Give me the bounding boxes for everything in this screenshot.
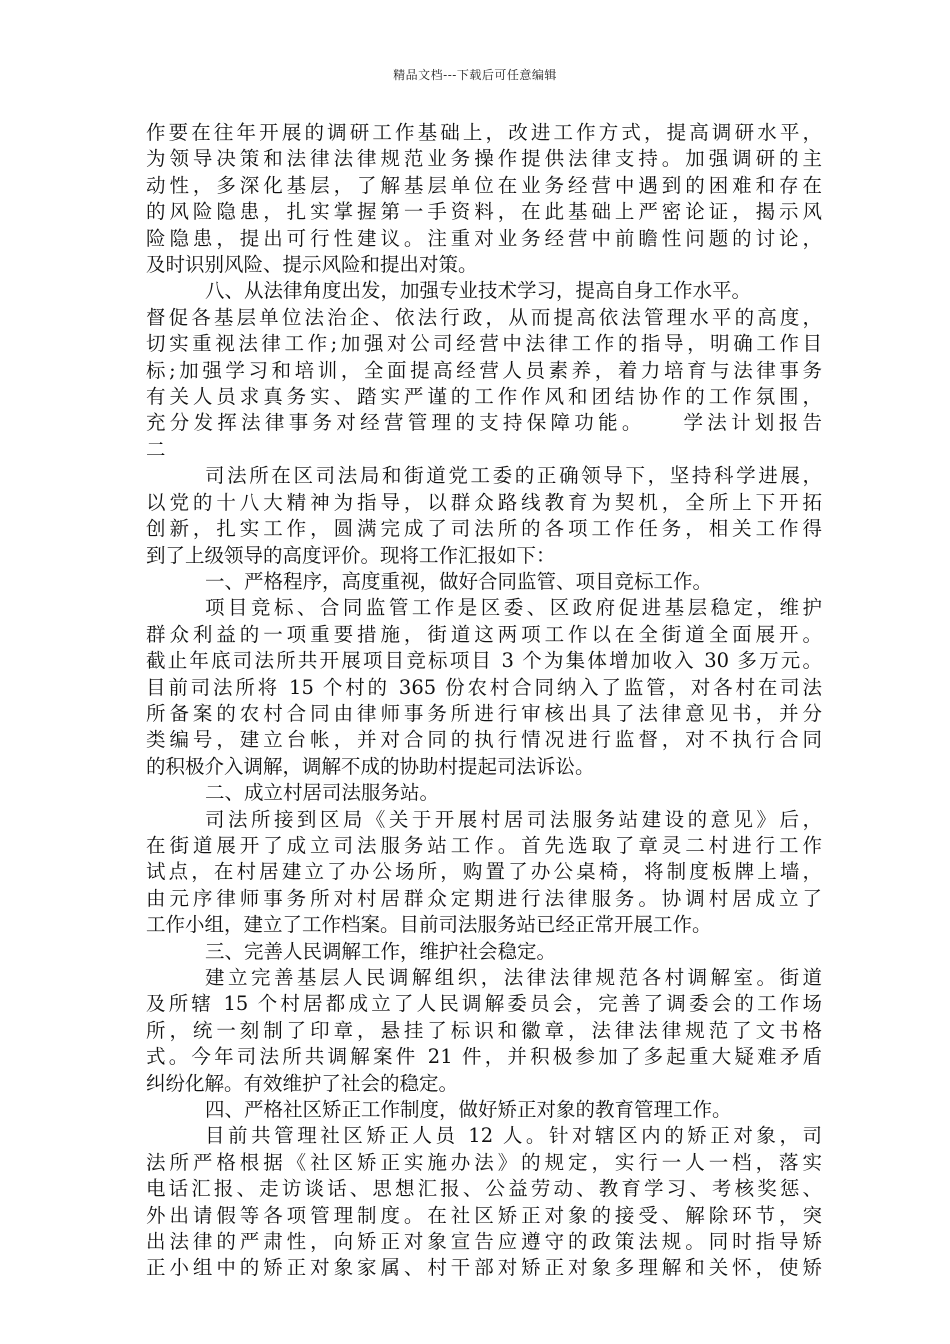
text-line: 到了上级领导的高度评价。现将工作汇报如下： — [146, 543, 556, 567]
text-line: 式。今年司法所共调解案件 21 件，并积极参加了多起重大疑难矛盾 — [146, 1045, 822, 1069]
text-line: 及时识别风险、提示风险和提出对策。 — [146, 253, 478, 277]
text-line: 截止年底司法所共开展项目竞标项目 3 个为集体增加收入 30 多万元。 — [146, 649, 822, 673]
text-line: 动性，多深化基层，了解基层单位在业务经营中遇到的困难和存在 — [146, 173, 822, 197]
text-line: 切实重视法律工作;加强对公司经营中法律工作的指导，明确工作目 — [146, 332, 822, 356]
text-line: 充分发挥法律事务对经营管理的支持保障功能。 学法计划报告 — [146, 411, 822, 435]
text-line: 外出请假等各项管理制度。在社区矫正对象的接受、解除环节，突 — [146, 1203, 822, 1227]
text-line: 工作小组，建立了工作档案。目前司法服务站已经正常开展工作。 — [146, 913, 712, 937]
text-line: 司法所在区司法局和街道党工委的正确领导下，坚持科学进展， — [205, 464, 822, 488]
text-line: 所，统一刻制了印章，悬挂了标识和徽章，法律法律规范了文书格 — [146, 1018, 822, 1042]
text-line: 出法律的严肃性，向矫正对象宣告应遵守的政策法规。同时指导矫 — [146, 1230, 822, 1254]
section-heading: 三、完善人民调解工作，维护社会稳定。 — [205, 939, 557, 963]
text-line: 险隐患，提出可行性建议。注重对业务经营中前瞻性问题的讨论， — [146, 226, 822, 250]
text-line: 建立完善基层人民调解组织，法律法律规范各村调解室。街道 — [205, 966, 822, 989]
text-line: 二 — [146, 437, 166, 461]
text-line: 的风险隐患，扎实掌握第一手资料，在此基础上严密论证，揭示风 — [146, 200, 822, 224]
section-heading: 二、成立村居司法服务站。 — [205, 781, 440, 805]
text-line: 类编号，建立台帐，并对合同的执行情况进行监督，对不执行合同 — [146, 728, 822, 752]
text-line: 作要在往年开展的调研工作基础上，改进工作方式，提高调研水平， — [146, 121, 822, 144]
text-line: 在街道展开了成立司法服务站工作。首先选取了章灵二村进行工作 — [146, 833, 822, 857]
text-line: 标;加强学习和培训，全面提高经营人员素养，着力培育与法律事务 — [146, 358, 822, 382]
text-line: 群众利益的一项重要措施，街道这两项工作以在全街道全面展开。 — [146, 622, 822, 646]
text-line: 以党的十八大精神为指导，以群众路线教育为契机，全所上下开拓 — [146, 490, 822, 514]
text-line: 有关人员求真务实、踏实严谨的工作作风和团结协作的工作氛围， — [146, 385, 822, 409]
text-line: 法所严格根据《社区矫正实施办法》的规定，实行一人一档，落实 — [146, 1150, 822, 1174]
section-heading: 八、从法律角度出发，加强专业技术学习，提高自身工作水平。 — [205, 279, 752, 303]
section-heading: 一、严格程序，高度重视，做好合同监管、项目竞标工作。 — [205, 569, 713, 593]
text-line: 试点，在村居建立了办公场所，购置了办公桌椅，将制度板牌上墙， — [146, 860, 822, 884]
text-line: 纠纷化解。有效维护了社会的稳定。 — [146, 1071, 459, 1095]
text-line: 目前共管理社区矫正人员 12 人。针对辖区内的矫正对象，司 — [205, 1124, 822, 1148]
text-line: 正小组中的矫正对象家属、村干部对矫正对象多理解和关怀，使矫 — [146, 1256, 822, 1280]
text-line: 为领导决策和法律法律规范业务操作提供法律支持。加强调研的主 — [146, 147, 822, 171]
text-line: 所备案的农村合同由律师事务所进行审核出具了法律意见书，并分 — [146, 701, 822, 725]
text-line: 的积极介入调解，调解不成的协助村提起司法诉讼。 — [146, 754, 595, 778]
page-header: 精品文档---下载后可任意编辑 — [393, 68, 557, 82]
text-line: 项目竞标、合同监管工作是区委、区政府促进基层稳定，维护 — [205, 596, 822, 620]
text-line: 督促各基层单位法治企、依法行政，从而提高依法管理水平的高度， — [146, 305, 822, 329]
section-heading: 四、严格社区矫正工作制度，做好矫正对象的教育管理工作。 — [205, 1098, 732, 1122]
text-line: 电话汇报、走访谈话、思想汇报、公益劳动、教育学习、考核奖惩、 — [146, 1177, 822, 1201]
text-line: 目前司法所将 15 个村的 365 份农村合同纳入了监管，对各村在司法 — [146, 675, 822, 699]
document-body — [146, 120, 822, 1282]
text-line: 及所辖 15 个村居都成立了人民调解委员会，完善了调委会的工作场 — [146, 992, 822, 1016]
text-line: 司法所接到区局《关于开展村居司法服务站建设的意见》后， — [205, 807, 822, 831]
text-line: 创新，扎实工作，圆满完成了司法所的各项工作任务，相关工作得 — [146, 517, 822, 541]
text-line: 由元序律师事务所对村居群众定期进行法律服务。协调村居成立了 — [146, 886, 822, 910]
